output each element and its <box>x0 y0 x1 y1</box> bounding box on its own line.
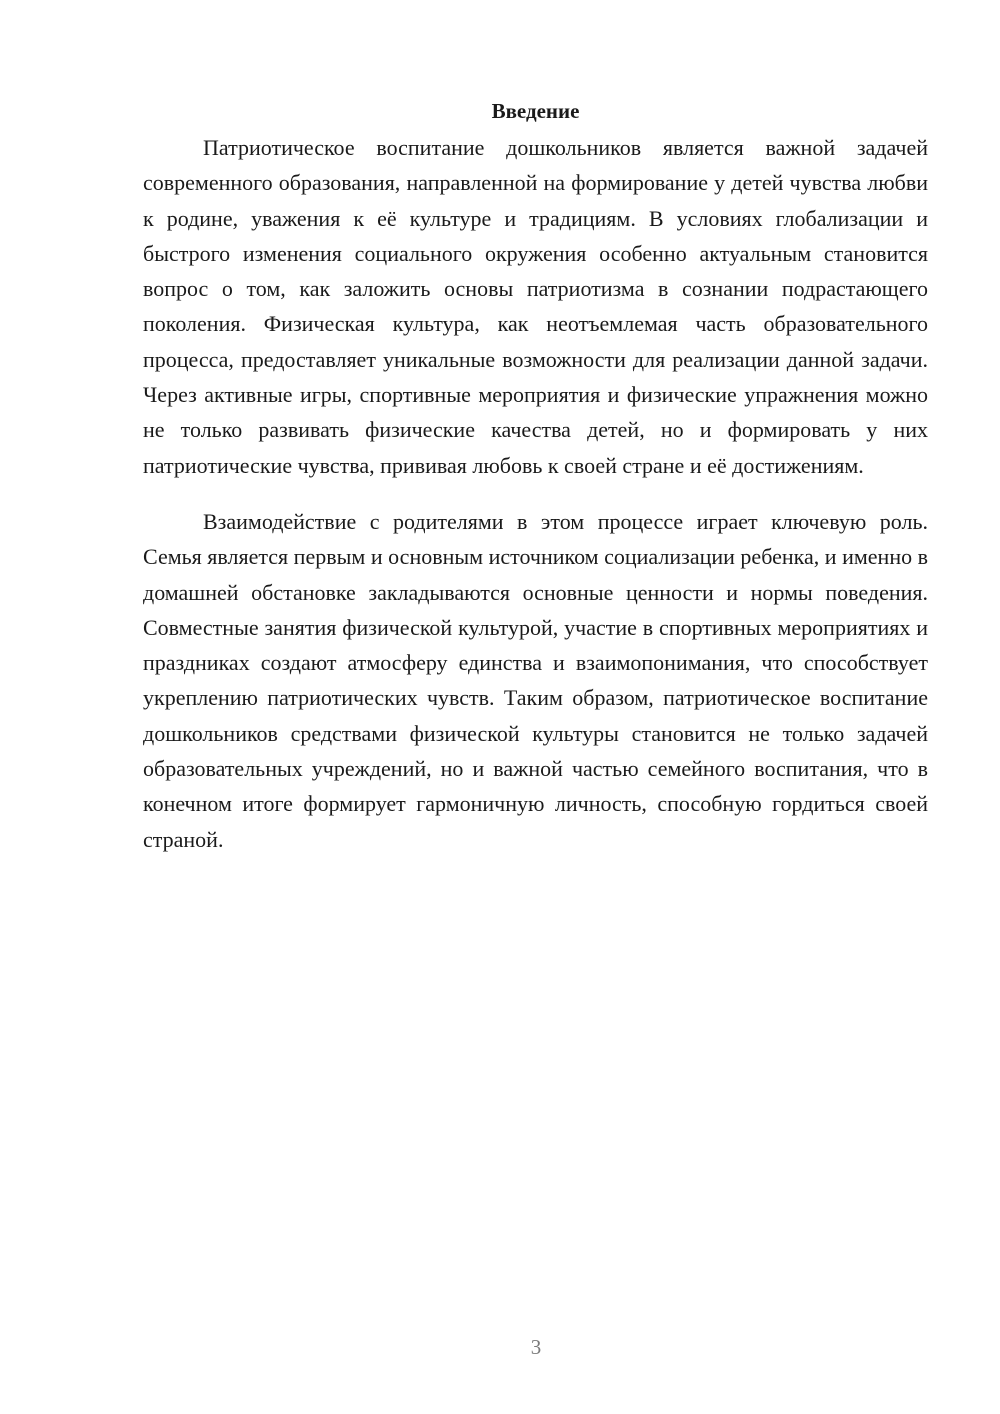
page-content <box>143 96 928 857</box>
section-heading: Введение <box>491 99 580 123</box>
page-number: 3 <box>530 1335 542 1359</box>
paragraph-intro: Патриотическое воспитание дошкольников является важной задачей современного образования, направленной на формирование у детей чувства любви к родине, уважения к её культуре и традициям. В условиях глобализации и быстрого изменения социального окружения особенно актуальным становится вопрос о том, как заложить основы патриотизма в сознании подрастающего поколения. Физическая культура, как неотъемлемая часть образовательного процесса, предоставляет уникальные возможности для реализации данной задачи. Через активные игры, спортивные мероприятия и физические упражнения можно не только развивать физические качества детей, но и формировать у них патриотические чувства, прививая любовь к своей стране и её достижениям. <box>143 135 928 478</box>
paragraph-parents: Взаимодействие с родителями в этом процессе играет ключевую роль. Семья является первым и основным источником социализации ребенка, и именно в домашней обстановке закладываются основные ценности и нормы поведения. Совместные занятия физической культурой, участие в спортивных мероприятиях и праздниках создают атмосферу единства и взаимопонимания, что способствует укреплению патриотических чувств. Таким образом, патриотическое воспитание дошкольников средствами физической культуры становится не только задачей образовательных учреждений, но и важной частью семейного воспитания, что в конечном итоге формирует гармоничную личность, способную гордиться своей страной. <box>143 508 928 852</box>
